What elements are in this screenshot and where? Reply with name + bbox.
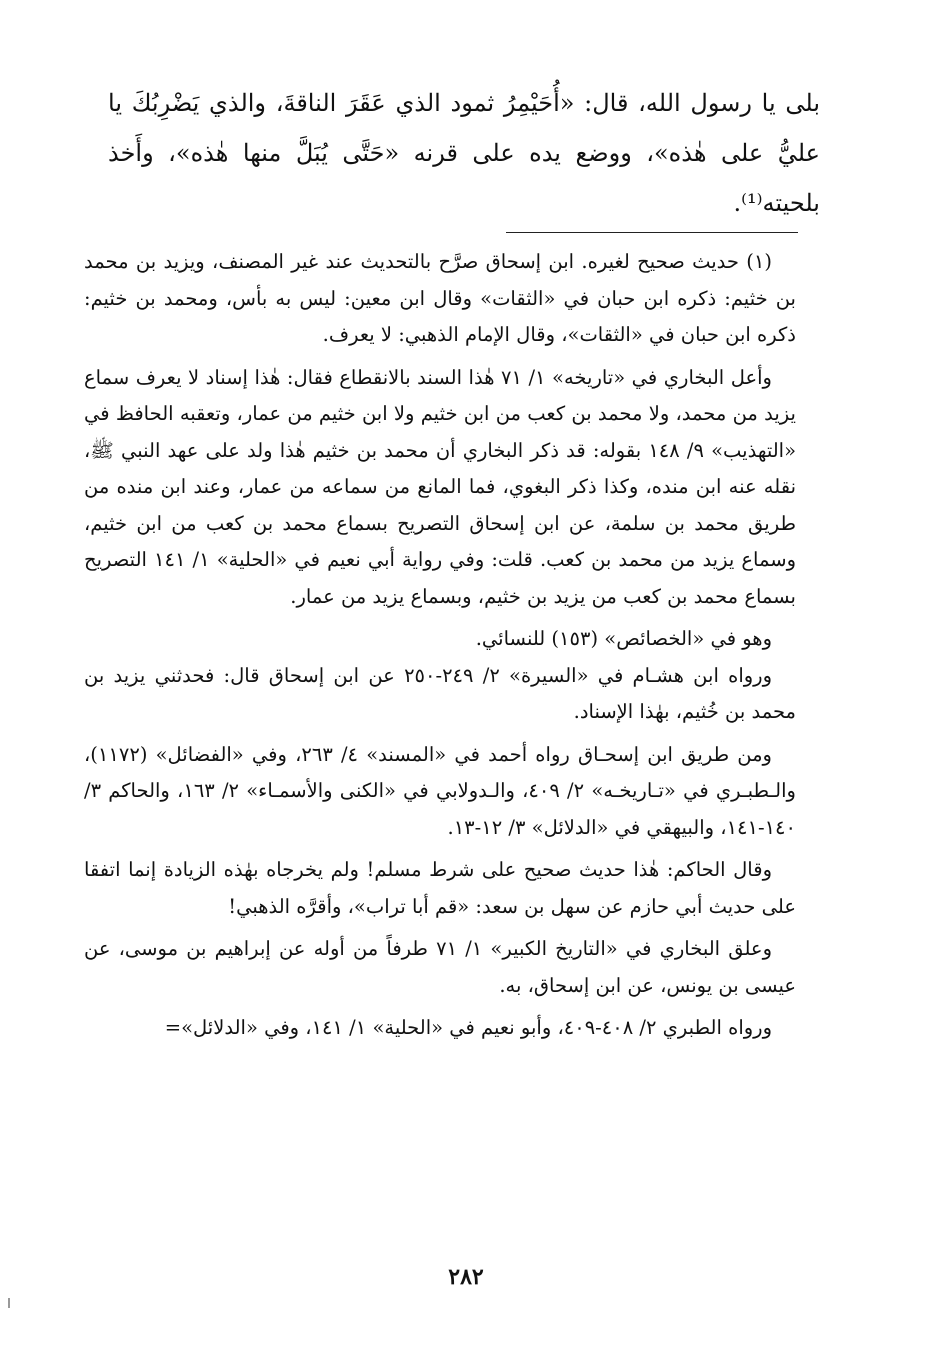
footnote-paragraph-ibn-hisham: ورواه ابن هشـام في «السيرة» ٢/ ٢٤٩-٢٥٠ عن ابن إسحاق قال: فحدثني يزيد بن محمد بن خُثيم، بهٰذا الإسناد.	[84, 663, 796, 723]
main-paragraph: بلى يا رسول الله، قال: «أُحَيْمِرُ ثمود الذي عَقَرَ الناقةَ، والذي يَضْرِبُكَ يا عليُّ على هٰذه»، ووضع يده على قرنه «حَتَّى يُبَلَّ منها هٰذه»، وأَخذ بلحيته⁽¹⁾.	[108, 89, 820, 217]
scan-margin-mark	[8, 1298, 10, 1308]
footnote-separator	[506, 232, 798, 233]
footnotes-section	[84, 244, 796, 1053]
footnote-paragraph-ibn-ishaq: ومن طريق ابن إسحـاق رواه أحمد في «المسند» ٤/ ٢٦٣، وفي «الفضائل» (١١٧٢)، والـطبـري في «تـاريخـه» ٢/ ٤٠٩، والـدولابي في «الكنى والأسمـاء» ٢/ ١٦٣، والحاكم ٣/ ١٤٠-١٤١، والبيهقي في «الدلائل» ٣/ ١٢-١٣.	[84, 742, 796, 839]
footnote-paragraph-hakim: وقال الحاكم: هٰذا حديث صحيح على شرط مسلم! ولم يخرجاه بهٰذه الزيادة إنما اتفقا على حديث أبي حازم عن سهل بن سعد: «قم أبا تراب»، وأقرَّه الذهبي!	[84, 858, 796, 918]
footnote-paragraph-khasais: وهو في «الخصائص» (١٥٣) للنسائي.	[475, 627, 772, 650]
footnote-1: (١) حديث صحيح لغيره. ابن إسحاق صرَّح بالتحديث عند غير المصنف، ويزيد بن محمد بن خثيم: ذكره ابن حبان في «الثقات» وقال ابن معين: ليس به بأس، ومحمد بن خثيم: ذكره ابن حبان في «الثقات»، وقال الإمام الذهبي: لا يعرف.	[84, 250, 796, 346]
footnote-paragraph-tarikh-kabir: وعلق البخاري في «التاريخ الكبير» ١/ ٧١ طرفاً من أوله عن إبراهيم بن موسى، عن عيسى بن يونس، عن ابن إسحاق، به.	[84, 937, 796, 997]
main-text	[108, 78, 820, 228]
page-number: ٢٨٢	[448, 1264, 484, 1290]
footnote-paragraph-tabari: ورواه الطبري ٢/ ٤٠٨-٤٠٩، وأبو نعيم في «الحلية» ١/ ١٤١، وفي «الدلائل»=	[164, 1016, 772, 1039]
footnote-paragraph-bukhari: وأعل البخاري في «تاريخه» ١/ ٧١ هٰذا السند بالانقطاع فقال: هٰذا إسناد لا يعرف سماع يزيد من محمد، ولا محمد بن كعب من ابن خثيم ولا ابن خثيم من عمار، وتعقبه الحافظ في «التهذيب» ٩/ ١٤٨ بقوله: قد ذكر البخاري أن محمد بن خثيم هٰذا ولد على عهد النبي ﷺ، نقله عنه ابن منده، وكذا ذكر البغوي، فما المانع من سماعه من عمار، وعند ابن منده من طريق محمد بن سلمة، عن ابن إسحاق التصريح بسماع محمد بن كعب من ابن خثيم، وسماع يزيد من محمد بن كعب. قلت: وفي رواية أبي نعيم في «الحلية» ١/ ١٤١ التصريح بسماع محمد بن كعب من يزيد بن خثيم، وبسماع يزيد من عمار.	[84, 365, 796, 608]
